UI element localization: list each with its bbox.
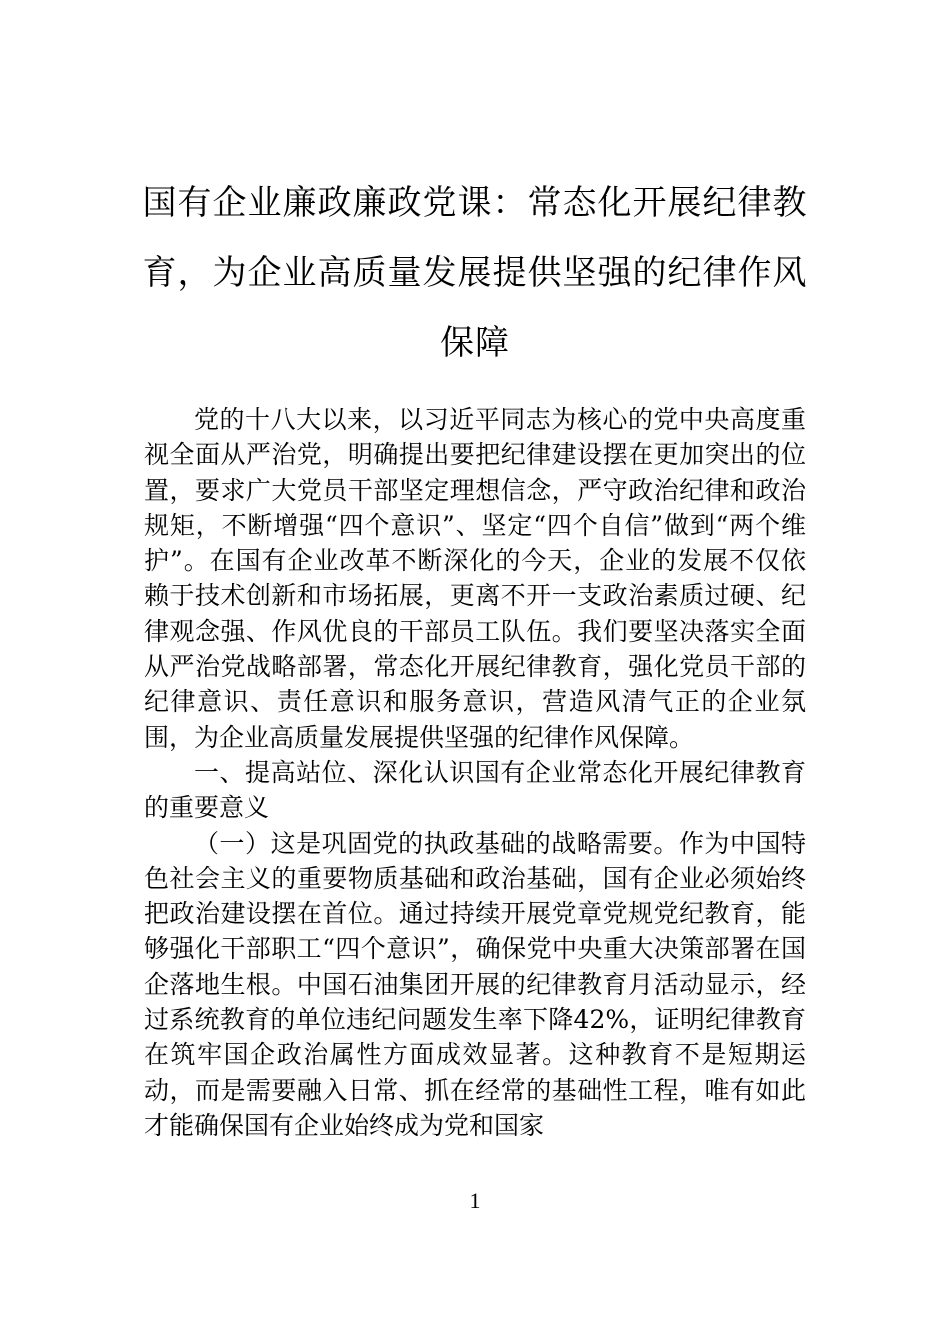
document-body <box>144 402 806 1143</box>
page-number: 1 <box>469 1188 481 1213</box>
intro-paragraph: 党的十八大以来，以习近平同志为核心的党中央高度重视全面从严治党，明确提出要把纪律建设摆在更加突出的位置，要求广大党员干部坚定理想信念，严守政治纪律和政治规矩，不断增强“四个意识”、坚定“四个自信”做到“两个维护”。在国有企业改革不断深化的今天，企业的发展不仅依赖于技术创新和市场拓展，更离不开一支政治素质过硬、纪律观念强、作风优良的干部员工队伍。我们要坚决落实全面从严治党战略部署，常态化开展纪律教育，强化党员干部的纪律意识、责任意识和服务意识，营造风清气正的企业氛围，为企业高质量发展提供坚强的纪律作风保障。 <box>144 405 806 752</box>
section-heading: 一、提高站位、深化认识国有企业常态化开展纪律教育的重要意义 <box>144 757 806 823</box>
subsection-paragraph: （一）这是巩固党的执政基础的战略需要。作为中国特色社会主义的重要物质基础和政治基础，国有企业必须始终把政治建设摆在首位。通过持续开展党章党规党纪教育，能够强化干部职工“四个意识”，确保党中央重大决策部署在国企落地生根。中国石油集团开展的纪律教育月活动显示，经过系统教育的单位违纪问题发生率下降42%，证明纪律教育在筑牢国企政治属性方面成效显著。这种教育不是短期运动，而是需要融入日常、抓在经常的基础性工程，唯有如此才能确保国有企业始终成为党和国家 <box>144 828 806 1140</box>
document-title: 国有企业廉政廉政党课：常态化开展纪律教育，为企业高质量发展提供坚强的纪律作风保障 <box>142 183 808 363</box>
